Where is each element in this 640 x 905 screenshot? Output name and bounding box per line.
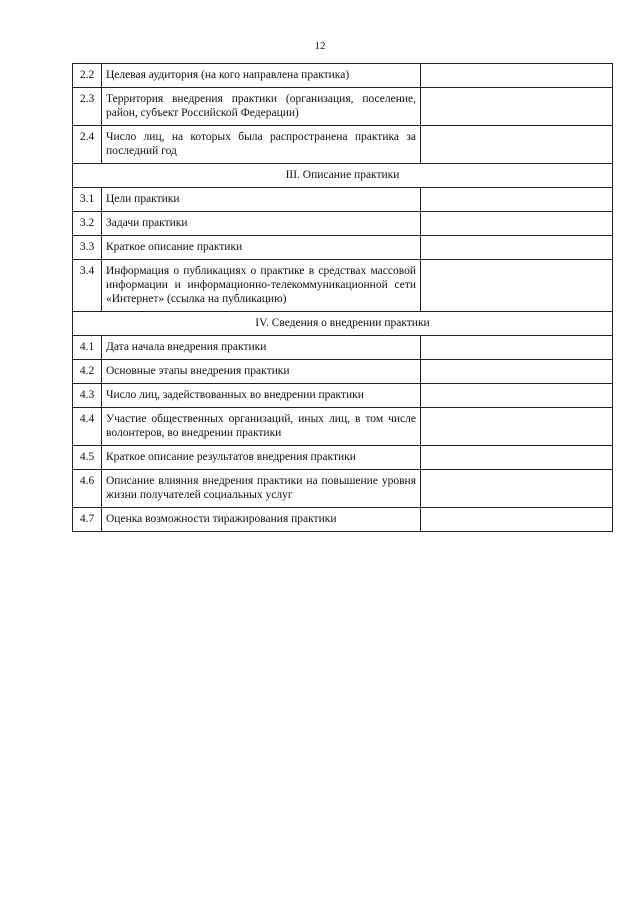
row-description: Дата начала внедрения практики: [102, 336, 421, 360]
page-number: 12: [314, 40, 326, 52]
row-description: Число лиц, задействованных во внедрении практики: [102, 384, 421, 408]
table-row: [73, 408, 613, 446]
row-value-cell[interactable]: [421, 360, 613, 384]
row-description: Информация о публикациях о практике в средствах массовой информации и информационно-телекоммуникационной сети «Интернет» (ссылка на публикацию): [102, 260, 421, 312]
section-title: III. Описание практики: [73, 164, 613, 188]
row-description: Участие общественных организаций, иных лиц, в том числе волонтеров, во внедрении практики: [102, 408, 421, 446]
table-row: [73, 384, 613, 408]
row-number: 4.6: [73, 470, 102, 508]
table-row: [73, 260, 613, 312]
section-header-row: [73, 164, 613, 188]
row-number: 3.2: [73, 212, 102, 236]
table-row: [73, 360, 613, 384]
row-number: 2.4: [73, 126, 102, 164]
row-value-cell[interactable]: [421, 188, 613, 212]
section-header-row: [73, 312, 613, 336]
row-value-cell[interactable]: [421, 336, 613, 360]
row-description: Описание влияния внедрения практики на повышение уровня жизни получателей социальных услуг: [102, 470, 421, 508]
row-value-cell[interactable]: [421, 508, 613, 532]
row-value-cell[interactable]: [421, 88, 613, 126]
row-value-cell[interactable]: [421, 64, 613, 88]
row-value-cell[interactable]: [421, 446, 613, 470]
row-number: 3.4: [73, 260, 102, 312]
row-number: 4.4: [73, 408, 102, 446]
table-row: [73, 446, 613, 470]
row-description: Основные этапы внедрения практики: [102, 360, 421, 384]
table-row: [73, 470, 613, 508]
row-number: 3.1: [73, 188, 102, 212]
row-number: 4.3: [73, 384, 102, 408]
table-row: [73, 212, 613, 236]
table-row: [73, 236, 613, 260]
row-description: Число лиц, на которых была распространена практика за последний год: [102, 126, 421, 164]
row-description: Краткое описание результатов внедрения практики: [102, 446, 421, 470]
row-number: 4.5: [73, 446, 102, 470]
row-description: Краткое описание практики: [102, 236, 421, 260]
row-value-cell[interactable]: [421, 212, 613, 236]
row-value-cell[interactable]: [421, 384, 613, 408]
table-row: [73, 508, 613, 532]
row-value-cell[interactable]: [421, 236, 613, 260]
row-description: Оценка возможности тиражирования практики: [102, 508, 421, 532]
row-number: 4.7: [73, 508, 102, 532]
row-number: 3.3: [73, 236, 102, 260]
row-value-cell[interactable]: [421, 126, 613, 164]
practice-form-table: [72, 63, 613, 532]
row-description: Задачи практики: [102, 212, 421, 236]
row-description: Цели практики: [102, 188, 421, 212]
row-value-cell[interactable]: [421, 470, 613, 508]
row-value-cell[interactable]: [421, 260, 613, 312]
row-number: 4.1: [73, 336, 102, 360]
row-description: Территория внедрения практики (организация, поселение, район, субъект Российской Федерации): [102, 88, 421, 126]
row-number: 4.2: [73, 360, 102, 384]
row-number: 2.2: [73, 64, 102, 88]
row-description: Целевая аудитория (на кого направлена практика): [102, 64, 421, 88]
row-number: 2.3: [73, 88, 102, 126]
table-row: [73, 336, 613, 360]
row-value-cell[interactable]: [421, 408, 613, 446]
table-row: [73, 126, 613, 164]
section-title: IV. Сведения о внедрении практики: [73, 312, 613, 336]
table-row: [73, 188, 613, 212]
table-row: [73, 88, 613, 126]
table-row: [73, 64, 613, 88]
